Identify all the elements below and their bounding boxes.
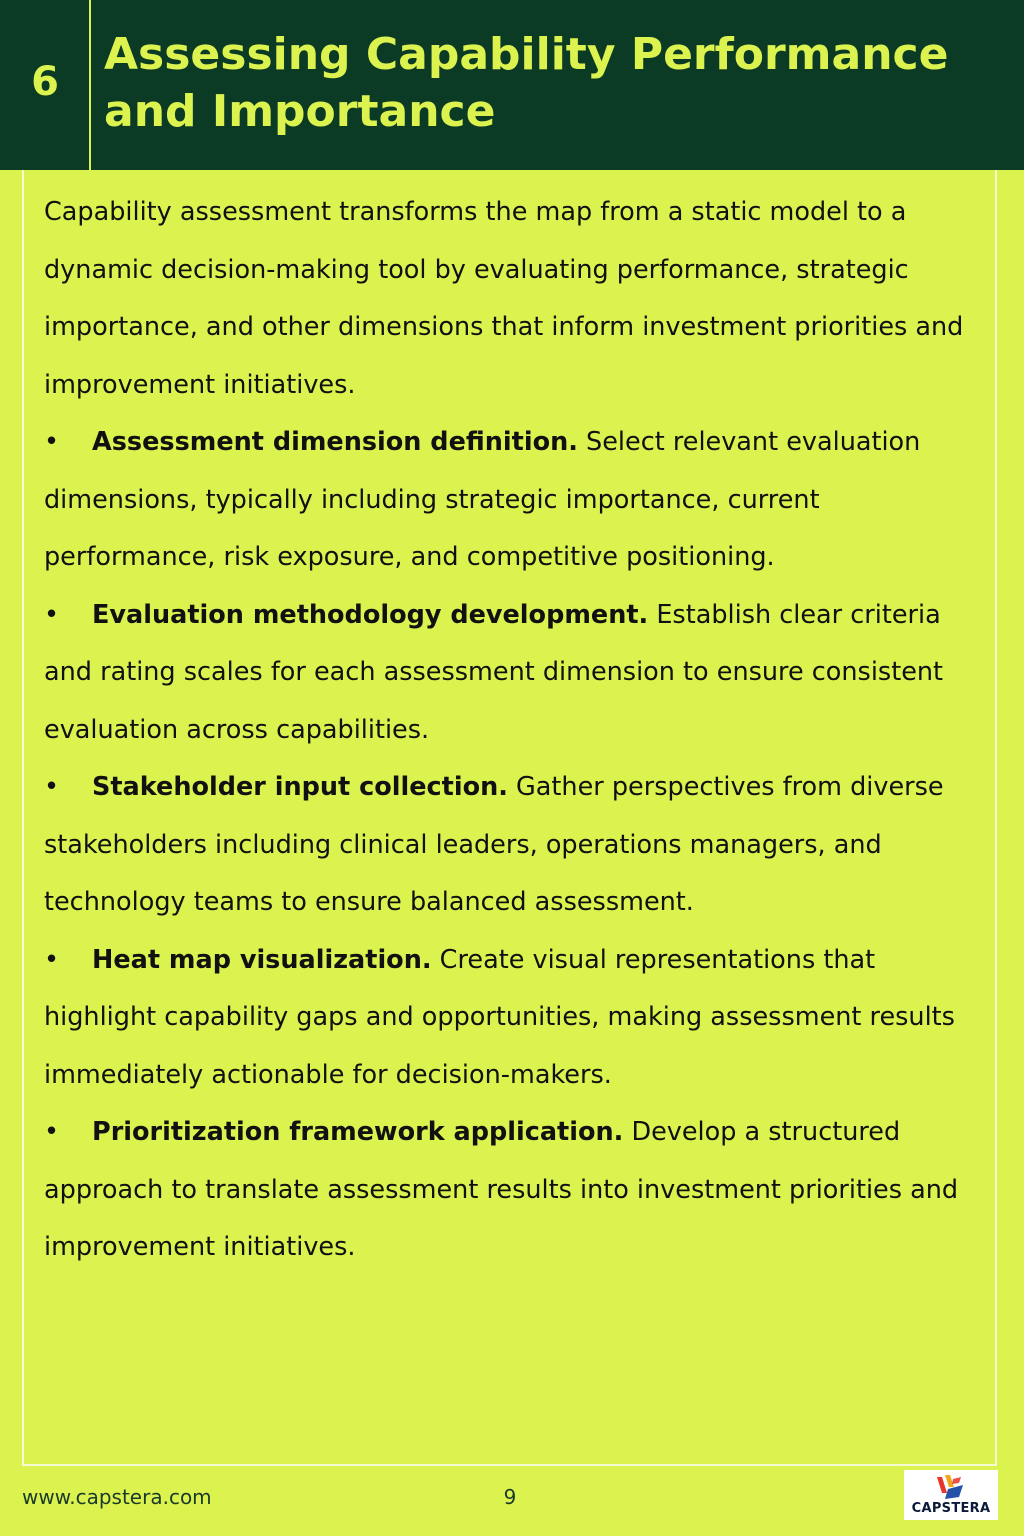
section-number: 6 bbox=[31, 59, 59, 105]
bullet-text: Establish clear criteria and rating scales for each assessment dimension to ensure consistent evaluation across capabilities. bbox=[44, 599, 944, 745]
bullet-dot: • bbox=[44, 772, 60, 802]
logo-text: CAPSTERA bbox=[911, 1501, 991, 1516]
bullet-title: Assessment dimension definition. bbox=[92, 427, 578, 457]
bullet-item-evaluation-methodology bbox=[44, 587, 989, 760]
bullet-text: Create visual representations that highlight capability gaps and opportunities, making assessment results immediately actionable for decision-makers. bbox=[44, 944, 955, 1090]
bullet-item-prioritization bbox=[44, 1104, 989, 1277]
intro-paragraph: Capability assessment transforms the map from a static model to a dynamic decision-making tool by evaluating performance, strategic importance, and other dimensions that inform investment priorities and improvement initiatives. bbox=[44, 197, 964, 400]
bullet-title: Heat map visualization. bbox=[92, 944, 432, 975]
page-header bbox=[0, 0, 1024, 170]
section-title: Assessing Capability Performance and Importance bbox=[104, 29, 949, 137]
bullet-item-heat-map bbox=[44, 932, 989, 1105]
bullet-title: Stakeholder input collection. bbox=[92, 772, 508, 802]
logo-mark-icon bbox=[933, 1473, 969, 1501]
bullet-dot: • bbox=[44, 1117, 60, 1147]
capstera-logo bbox=[904, 1470, 998, 1520]
bullet-title: Evaluation methodology development. bbox=[92, 599, 649, 630]
bullet-item-stakeholder-input bbox=[44, 759, 989, 932]
page-number: 9 bbox=[503, 1485, 517, 1509]
bullet-item-assessment-dimension bbox=[44, 414, 989, 587]
header-divider bbox=[89, 0, 91, 170]
bullet-dot: • bbox=[44, 599, 60, 630]
bullet-text: Select relevant evaluation dimensions, typically including strategic importance, current performance, risk exposure, and competitive positioning. bbox=[44, 427, 921, 572]
bullet-title: Prioritization framework application. bbox=[92, 1117, 624, 1147]
content-body bbox=[44, 184, 989, 1277]
footer-website-link[interactable]: www.capstera.com bbox=[22, 1485, 212, 1509]
bullet-dot: • bbox=[44, 944, 60, 975]
bullet-text: Develop a structured approach to translate assessment results into investment priorities and improvement initiatives. bbox=[44, 1117, 959, 1262]
bullet-text: Gather perspectives from diverse stakeholders including clinical leaders, operations managers, and technology teams to ensure balanced assessment. bbox=[44, 772, 944, 917]
bullet-dot: • bbox=[44, 427, 60, 457]
